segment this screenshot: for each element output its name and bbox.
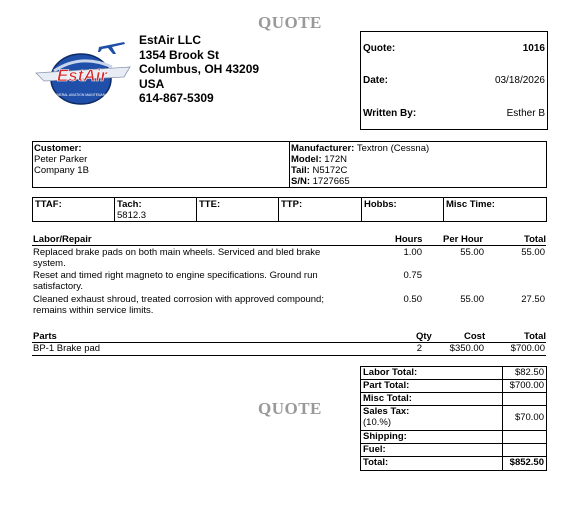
labor-desc: Replaced brake pads on both main wheels. Serviced and bled brake system. [33,247,321,269]
part-total-row: Part Total: $700.00 [363,380,544,391]
parts-col-desc: Parts [33,331,57,342]
watermark-top: QUOTE [258,13,322,32]
tach-cell: Tach: 5812.3 [115,198,197,221]
labor-rate: 55.00 [460,247,484,258]
labor-header [32,234,546,246]
labor-desc: Reset and timed right magneto to engine specifications. Ground run satisfactory. [33,270,318,292]
labor-hours: 0.50 [403,294,422,305]
company-logo [34,49,134,105]
quote-number-row [361,32,547,64]
customer-section [34,143,89,176]
fuel-row: Fuel: [361,444,546,457]
tte-cell: TTE: [197,198,279,221]
date-label: Date: [363,75,389,86]
quote-info-box [360,31,548,130]
part-cost: $350.00 [449,343,484,354]
company-phone: 614-867-5309 [139,91,214,105]
meter-times-row [32,197,547,222]
part-qty: 2 [416,343,422,354]
sales-tax-row: Sales Tax: (10.%) $70.00 [361,406,546,431]
hobbs-cell: Hobbs: [362,198,444,221]
quote-writer-row [361,97,547,129]
model-value: 172N [324,154,347,165]
sales-tax-value: $70.00 [514,412,544,423]
labor-col-total: Total [524,234,546,245]
ttaf-cell: TTAF: [33,198,115,221]
totals-box [360,366,547,471]
grand-total-row: Total: $852.50 [363,457,544,468]
part-total-value: $700.00 [509,380,544,391]
quote-label: Quote: [363,43,396,54]
tail-value: N5172C [312,165,348,176]
labor-total: 27.50 [521,294,545,305]
labor-total-value: $82.50 [514,367,544,378]
tail-label: Tail: [291,165,310,176]
labor-col-rate: Per Hour [443,234,484,245]
sn-value: 1727665 [312,176,350,187]
customer-name: Peter Parker [34,154,88,165]
quote-date: 03/18/2026 [494,75,545,86]
model-label: Model: [291,154,322,165]
shipping-row: Shipping: [361,431,546,444]
grand-total-value: $852.50 [509,457,544,468]
company-country: USA [139,76,165,91]
customer-company: Company 1B [34,165,89,176]
company-city: Columbus, OH 43209 [139,62,260,76]
aircraft-section [289,142,429,187]
labor-desc: Cleaned exhaust shroud, treated corrosion with approved compound; remains within service limits. [33,294,324,316]
sales-tax-rate: (10.%) [363,417,391,428]
manufacturer-value: Textron (Cessna) [356,143,430,154]
labor-total: 55.00 [521,247,545,258]
parts-col-qty: Qty [416,331,432,342]
manufacturer-label: Manufacturer: [291,143,355,154]
logo-text: EstAir [56,66,108,85]
parts-col-total: Total [524,331,546,342]
quote-date-row [361,64,547,96]
company-info [139,33,259,106]
airplane-icon [98,37,126,55]
logo-subtext: GENERAL AVIATION MAINTENANCE [52,93,110,97]
parts-col-cost: Cost [464,331,486,342]
misc-total-row: Misc Total: [361,393,546,406]
tach-value: 5812.3 [117,210,147,221]
parts-row [32,344,546,356]
customer-label: Customer: [34,143,82,154]
company-street: 1354 Brook St [139,47,220,62]
parts-header [32,331,546,343]
customer-aircraft-box [32,141,547,188]
ttp-cell: TTP: [279,198,362,221]
part-desc: BP-1 Brake pad [33,343,101,354]
watermark-bottom: QUOTE [258,399,322,418]
labor-hours: 1.00 [403,247,422,258]
company-name: EstAir LLC [139,33,202,47]
labor-col-desc: Labor/Repair [33,234,92,245]
labor-hours: 0.75 [403,270,422,281]
part-total: $700.00 [510,343,545,354]
quote-writer: Esther B [506,108,545,119]
labor-total-row: Labor Total: $82.50 [363,367,544,378]
quote-number: 1016 [522,43,545,54]
labor-rate: 55.00 [460,294,484,305]
sn-label: S/N: [291,176,310,187]
labor-col-hours: Hours [395,234,423,245]
misc-time-cell: Misc Time: [446,199,495,210]
writer-label: Written By: [363,108,417,119]
